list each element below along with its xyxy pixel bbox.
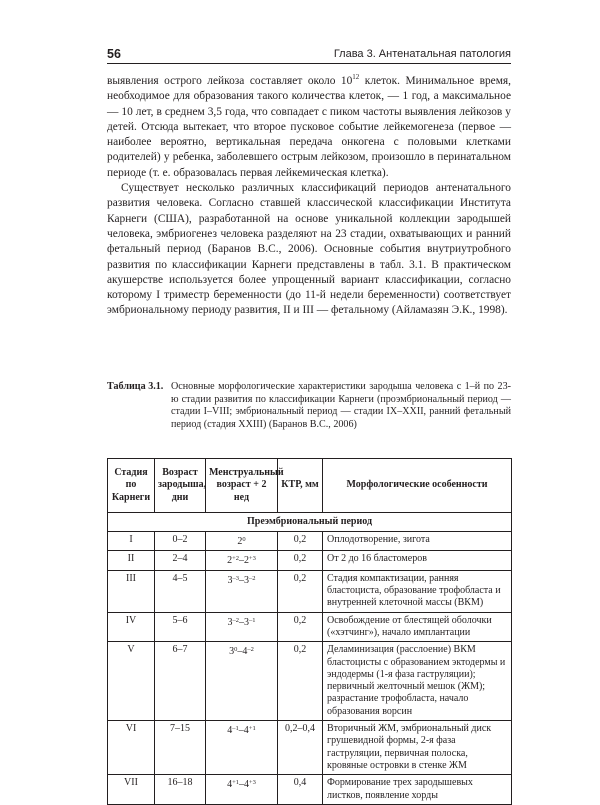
menstrual-base-end: 4 — [244, 779, 249, 791]
table-row — [108, 612, 512, 642]
header-age: Возраст зародыша, дни — [155, 459, 206, 513]
cell-menstrual-age — [206, 612, 278, 642]
menstrual-sup-end: –2 — [249, 574, 256, 582]
cell-stage: VII — [108, 775, 155, 805]
menstrual-base: 3 — [227, 616, 233, 628]
paragraph-1-cont: клеток. Минимальное время, — [359, 75, 511, 87]
cell-age: 2–4 — [155, 551, 206, 570]
cell-morphology: От 2 до 16 бластомеров — [323, 551, 512, 570]
exponent: 12 — [352, 73, 360, 82]
menstrual-base-end: 3 — [244, 574, 249, 586]
table-caption — [107, 381, 511, 431]
cell-ktr: 0,4 — [278, 775, 323, 805]
cell-menstrual-age — [206, 532, 278, 551]
menstrual-base-end: 4 — [242, 646, 248, 658]
page-number: 56 — [107, 47, 121, 61]
table-row — [108, 551, 512, 570]
cell-ktr: 0,2 — [278, 570, 323, 612]
menstrual-sup: 0 — [242, 536, 246, 544]
cell-morphology: Освобождение от блестящей оболочки («хэтчинг»), начало имплантации — [323, 612, 512, 642]
menstrual-base: 4 — [227, 725, 233, 737]
cell-ktr: 0,2 — [278, 612, 323, 642]
cell-morphology: Вторичный ЖМ, эмбриональный диск грушевидной формы, 2-я фаза гаструляции, первичная полоска, кровяные островки в стенке ЖМ — [323, 721, 512, 775]
cell-stage: IV — [108, 612, 155, 642]
cell-ktr: 0,2 — [278, 532, 323, 551]
menstrual-base: 3 — [227, 574, 233, 586]
menstrual-sup: 0 — [234, 646, 238, 654]
cell-menstrual-age — [206, 570, 278, 612]
menstrual-sup-end: +3 — [249, 779, 256, 787]
cell-stage: III — [108, 570, 155, 612]
menstrual-sup: +1 — [232, 779, 239, 787]
cell-ktr: 0,2 — [278, 551, 323, 570]
running-header — [107, 47, 511, 64]
menstrual-sup-end: +1 — [248, 725, 256, 733]
cell-age: 7–15 — [155, 721, 206, 775]
header-morphology: Морфологические особенности — [323, 459, 512, 513]
running-title: Глава 3. Антенатальная патология — [333, 48, 511, 60]
cell-stage: II — [108, 551, 155, 570]
cell-menstrual-age — [206, 551, 278, 570]
cell-ktr: 0,2–0,4 — [278, 721, 323, 775]
menstrual-base: 2 — [227, 555, 233, 567]
table-caption-label: Таблица 3.1. — [107, 381, 164, 392]
stages-table — [107, 458, 512, 805]
cell-menstrual-age — [206, 721, 278, 775]
menstrual-sup: +2 — [232, 555, 239, 563]
table-header-row — [108, 459, 512, 513]
menstrual-sup: –3 — [232, 574, 239, 582]
cell-morphology: Формирование трех зародышевых листков, появление хорды — [323, 775, 512, 805]
menstrual-dash: – — [239, 779, 244, 791]
paragraph-1-rest: необходимое для образования такого количества клеток, — 1 год, а максимальное — 10 лет, в среднем 3,5 года, что совпадает с пиком частоты выявления лейкозов у детей. Отсюда вытекает, что второе пусковое событие лейкемогенеза (первое — наиболее вероятно, вертикальная передача онкогена с половыми клетками родителей) у ребенка, заболевшего острым лейкозом, произошло в перинатальном периоде (т. е. образовалась первая лейкемическая клетка). — [107, 90, 511, 179]
menstrual-base-end: 4 — [243, 725, 249, 737]
menstrual-sup: –1 — [232, 725, 239, 733]
cell-stage: V — [108, 642, 155, 721]
cell-morphology: Оплодотворение, зигота — [323, 532, 512, 551]
menstrual-sup-end: –2 — [247, 646, 254, 654]
table-row — [108, 721, 512, 775]
header-menstrual-age: Менструальный возраст + 2 нед — [206, 459, 278, 513]
table-row — [108, 775, 512, 805]
menstrual-dash: – — [239, 555, 244, 567]
table-row — [108, 570, 512, 612]
cell-morphology: Деламинизация (расслоение) ВКМ бластоцисты с образованием эктодермы и эндодермы (1-я фаза гаструляции); первичный желточный мешок (ЖМ); разрастание трофобласта, начало образования ворсин — [323, 642, 512, 721]
cell-age: 5–6 — [155, 612, 206, 642]
cell-stage: VI — [108, 721, 155, 775]
cell-age: 6–7 — [155, 642, 206, 721]
paragraph-1 — [107, 74, 511, 181]
cell-age: 16–18 — [155, 775, 206, 805]
menstrual-dash: – — [238, 725, 244, 737]
table-row — [108, 532, 512, 551]
header-stage: Стадия по Карнеги — [108, 459, 155, 513]
cell-menstrual-age — [206, 775, 278, 805]
paragraph-2: Существует несколько различных классификаций периодов антенатального развития человека. Согласно ставшей классической классификации Института Карнеги (США), разработанной на основе уникальной коллекции зародышей человека, эмбриогенез человека разделяют на 23 стадии, охватывающих и ранний фетальный период (Баранов В.С., 2006). Основные события внутриутробного развития по классификации Карнеги представлены в табл. 3.1. В практическом акушерстве используется более упрощенный вариант классификации, согласно которому I триместр беременности (до 11-й недели беременности) соответствует эмбриональному периоду развития, II и III — фетальному (Айламазян Э.К., 1998). — [107, 182, 511, 317]
paragraph-1-start: выявления острого лейкоза составляет около 10 — [107, 75, 353, 87]
section-title: Преэмбриональный период — [108, 512, 512, 531]
table-caption-text: Основные морфологические характеристики зародыша человека с 1–й по 23-ю стадии развития по классификации Карнеги (проэмбриональный период — стадии I–VIII; эмбриональный период — стадии IX–XXII, ранний фетальный период (стадия XXIII) (Баранов В.С., 2006) — [171, 381, 511, 430]
header-ktr: КТР, мм — [278, 459, 323, 513]
menstrual-base: 2 — [237, 536, 243, 548]
menstrual-base: 3 — [229, 646, 235, 658]
table-row — [108, 642, 512, 721]
menstrual-sup-end: –1 — [249, 616, 256, 624]
body-text — [107, 74, 511, 319]
cell-stage: I — [108, 532, 155, 551]
menstrual-sup: –2 — [232, 616, 239, 624]
menstrual-base: 4 — [227, 779, 233, 791]
menstrual-sup-end: +3 — [249, 555, 256, 563]
menstrual-base-end: 2 — [244, 555, 249, 567]
cell-morphology: Стадия компактизации, ранняя бластоциста, образование трофобласта и внутренней клеточной массы (ВКМ) — [323, 570, 512, 612]
cell-ktr: 0,2 — [278, 642, 323, 721]
menstrual-dash: – — [239, 616, 244, 628]
section-row — [108, 512, 512, 531]
menstrual-dash: – — [237, 646, 243, 658]
cell-menstrual-age — [206, 642, 278, 721]
cell-age: 4–5 — [155, 570, 206, 612]
menstrual-dash: – — [239, 574, 244, 586]
menstrual-base-end: 3 — [244, 616, 249, 628]
cell-age: 0–2 — [155, 532, 206, 551]
